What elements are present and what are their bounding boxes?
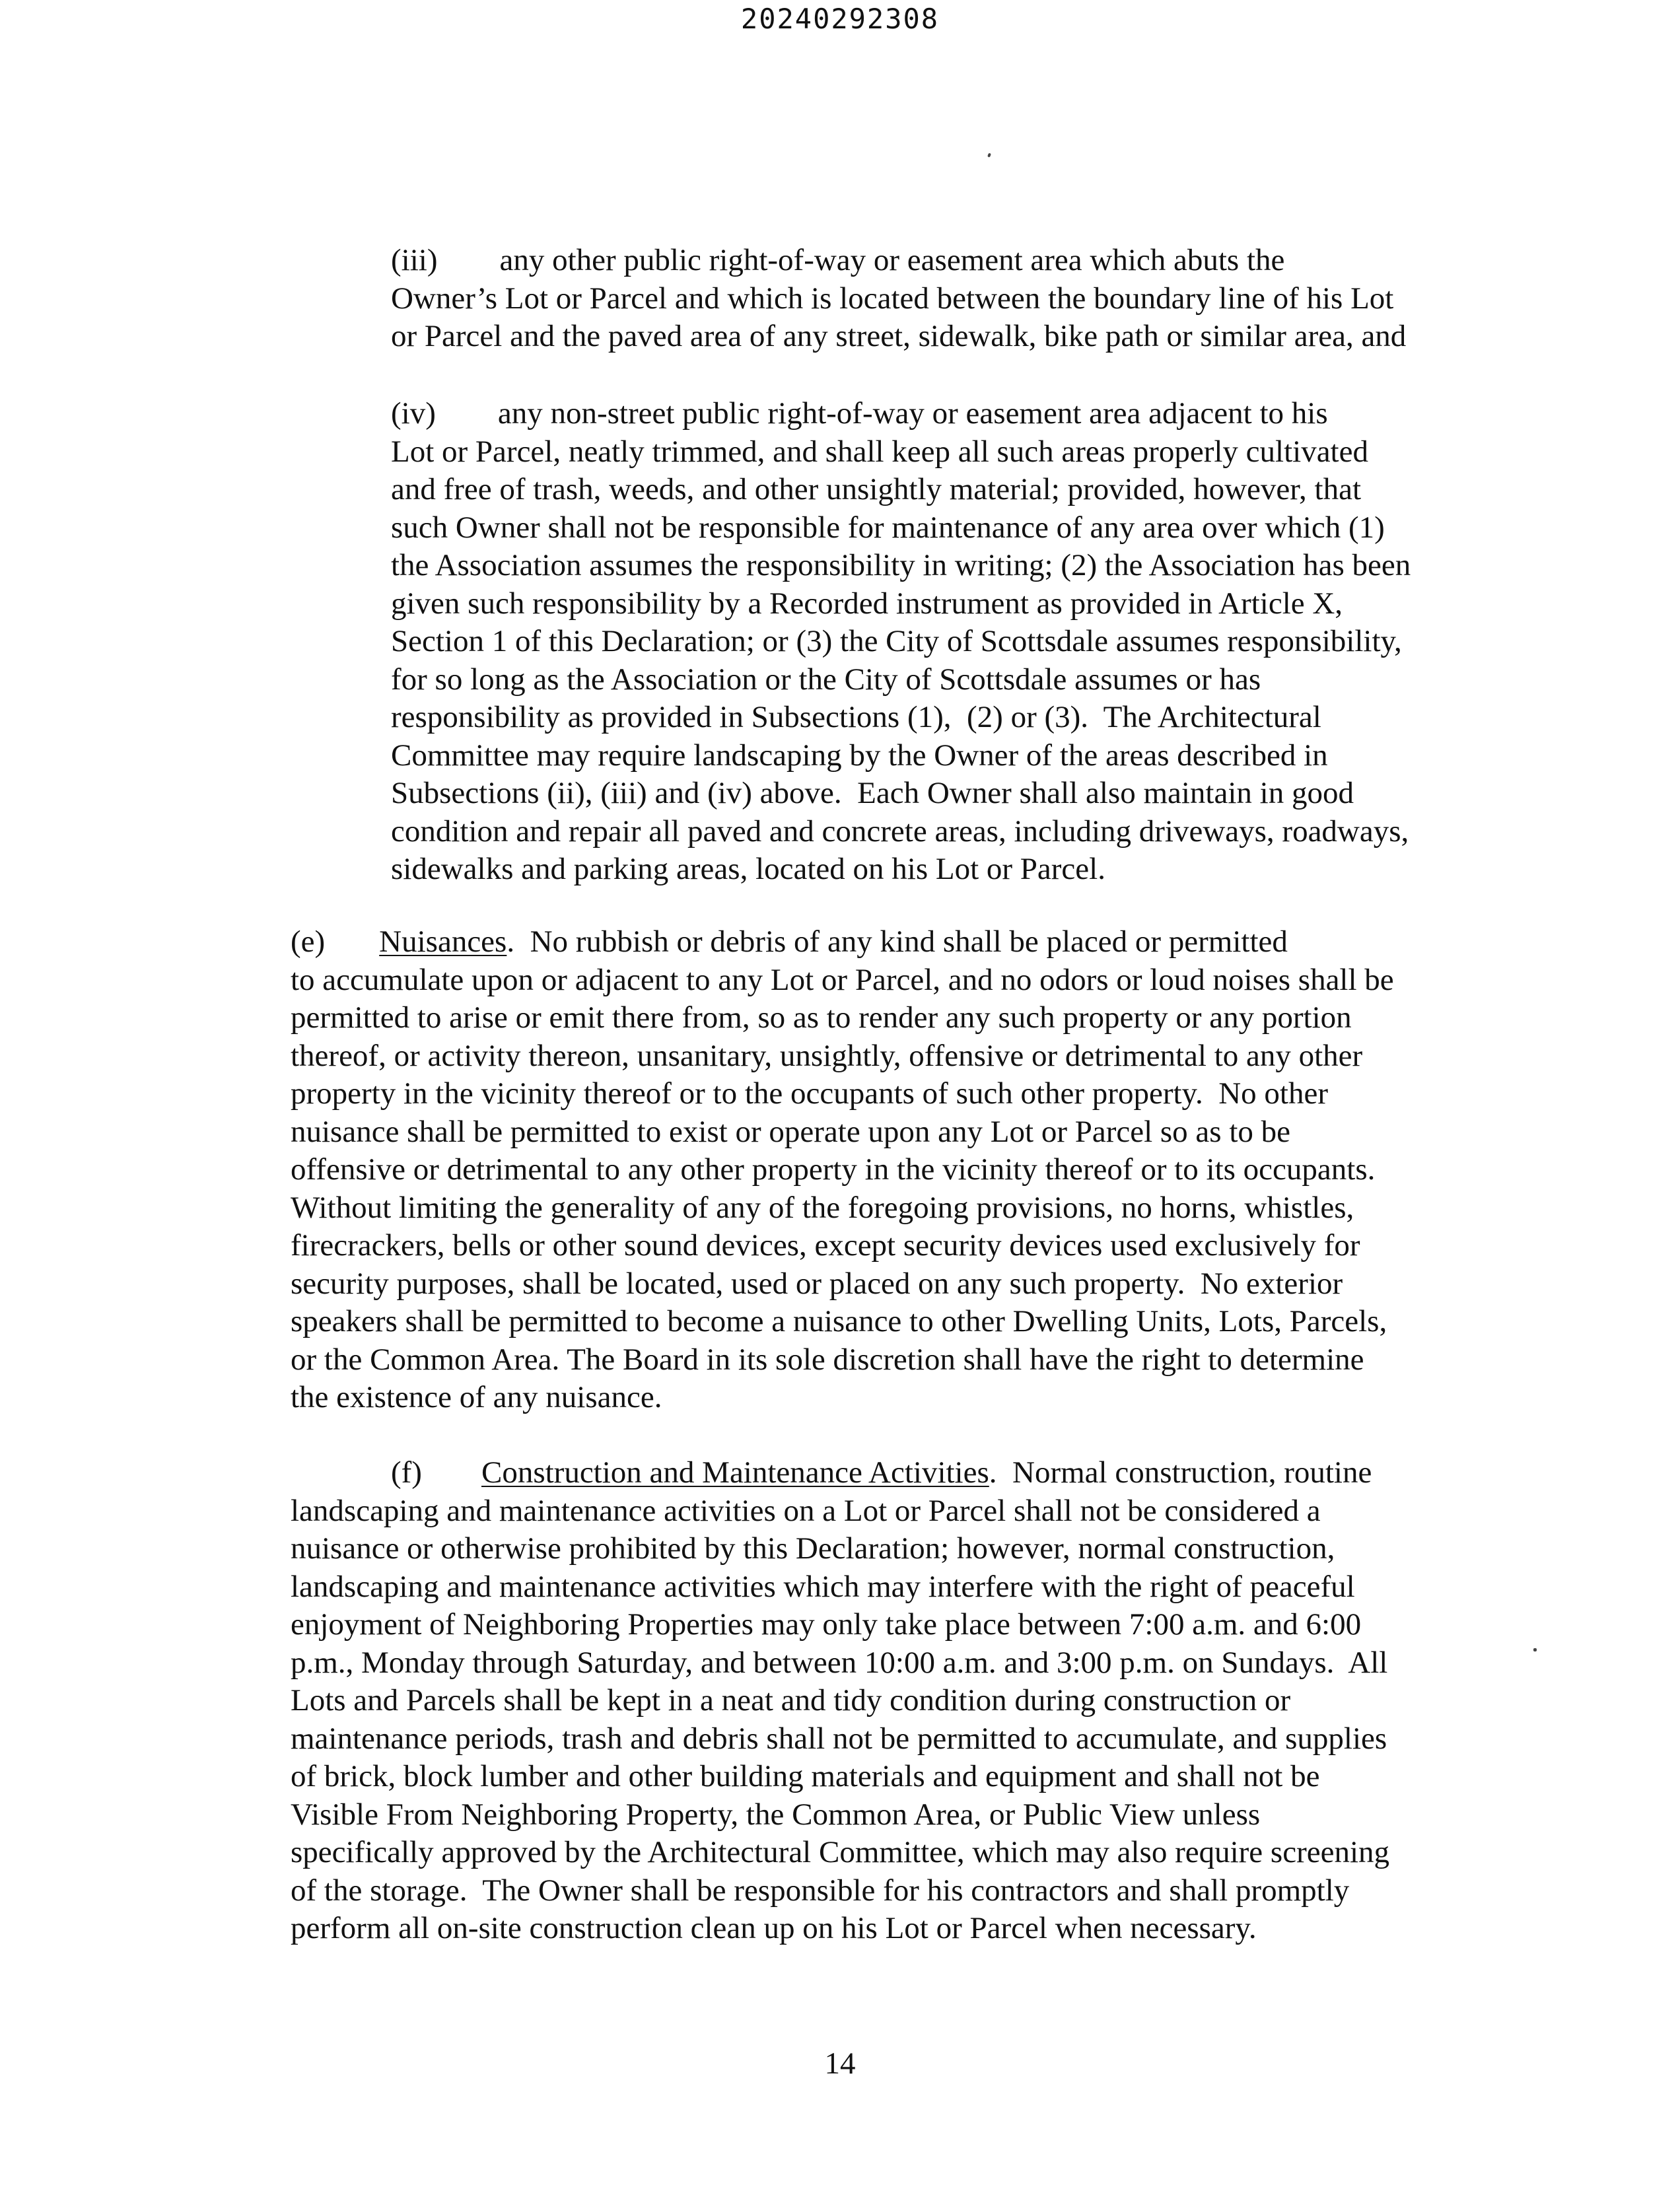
text-line: of the storage. The Owner shall be responsible for his contractors and shall promptly xyxy=(291,1873,1350,1908)
text-line: Committee may require landscaping by the Owner of the areas described in xyxy=(391,738,1328,773)
section-f-construction xyxy=(291,1454,1389,1948)
text-line: maintenance periods, trash and debris shall not be permitted to accumulate, and supplies xyxy=(291,1721,1387,1756)
subsection-iv xyxy=(391,395,1411,889)
text-line: landscaping and maintenance activities which may interfere with the right of peaceful xyxy=(291,1569,1355,1604)
text-line xyxy=(291,923,1394,961)
text-line: responsibility as provided in Subsections (1), (2) or (3). The Architectural xyxy=(391,700,1321,734)
text-line: firecrackers, bells or other sound devices, except security devices used exclusively for xyxy=(291,1228,1360,1263)
text-line: p.m., Monday through Saturday, and between 10:00 a.m. and 3:00 p.m. on Sundays. All xyxy=(291,1645,1388,1680)
text-line: the Association assumes the responsibility in writing; (2) the Association has been xyxy=(391,548,1411,582)
text-line xyxy=(291,1454,1389,1492)
section-heading: Nuisances xyxy=(379,924,507,959)
text-line: landscaping and maintenance activities on a Lot or Parcel shall not be considered a xyxy=(291,1493,1321,1528)
text-line: (iii) any other public right-of-way or easement area which abuts the xyxy=(391,243,1285,277)
text-line: sidewalks and parking areas, located on his Lot or Parcel. xyxy=(391,852,1105,886)
text-line: Subsections (ii), (iii) and (iv) above. Each Owner shall also maintain in good xyxy=(391,776,1354,810)
text-line: thereof, or activity thereon, unsanitary, unsightly, offensive or detrimental to any other xyxy=(291,1038,1363,1073)
text-line: perform all on-site construction clean up on his Lot or Parcel when necessary. xyxy=(291,1911,1257,1945)
text-line: Lots and Parcels shall be kept in a neat and tidy condition during construction or xyxy=(291,1683,1291,1718)
text-run: . No rubbish or debris of any kind shall be placed or permitted xyxy=(507,924,1288,959)
page-number: 14 xyxy=(824,2046,856,2081)
text-line: the existence of any nuisance. xyxy=(291,1380,662,1414)
text-line: enjoyment of Neighboring Properties may only take place between 7:00 a.m. and 6:00 xyxy=(291,1607,1362,1642)
text-line: or the Common Area. The Board in its sole discretion shall have the right to determine xyxy=(291,1342,1364,1377)
text-line: for so long as the Association or the City of Scottsdale assumes or has xyxy=(391,662,1261,697)
text-line: nuisance or otherwise prohibited by this Declaration; however, normal construction, xyxy=(291,1531,1335,1566)
scan-speck xyxy=(1533,1648,1537,1651)
text-line: Section 1 of this Declaration; or (3) the City of Scottsdale assumes responsibility, xyxy=(391,624,1402,658)
section-marker: (e) xyxy=(291,924,326,959)
text-line: (iv) any non-street public right-of-way or easement area adjacent to his xyxy=(391,396,1328,431)
text-line: Without limiting the generality of any of the foregoing provisions, no horns, whistles, xyxy=(291,1190,1354,1225)
text-line: condition and repair all paved and concrete areas, including driveways, roadways, xyxy=(391,814,1409,849)
text-line: Owner’s Lot or Parcel and which is located between the boundary line of his Lot xyxy=(391,281,1394,316)
text-line: speakers shall be permitted to become a nuisance to other Dwelling Units, Lots, Parcels, xyxy=(291,1304,1387,1338)
text-line: security purposes, shall be located, used or placed on any such property. No exterior xyxy=(291,1266,1343,1301)
scan-speck xyxy=(987,153,991,157)
text-line: and free of trash, weeds, and other unsightly material; provided, however, that xyxy=(391,472,1362,506)
text-line: Lot or Parcel, neatly trimmed, and shall keep all such areas properly cultivated xyxy=(391,434,1368,469)
section-e-nuisances xyxy=(291,923,1394,1417)
text-line: such Owner shall not be responsible for maintenance of any area over which (1) xyxy=(391,510,1385,545)
text-line: permitted to arise or emit there from, so as to render any such property or any portion xyxy=(291,1000,1352,1035)
text-line: specifically approved by the Architectural Committee, which may also require screening xyxy=(291,1835,1390,1869)
text-line: nuisance shall be permitted to exist or operate upon any Lot or Parcel so as to be xyxy=(291,1114,1291,1149)
text-line: property in the vicinity thereof or to the occupants of such other property. No other xyxy=(291,1076,1328,1111)
text-line: Visible From Neighboring Property, the Common Area, or Public View unless xyxy=(291,1797,1261,1832)
text-line: offensive or detrimental to any other property in the vicinity thereof or to its occupants. xyxy=(291,1152,1376,1187)
text-line: to accumulate upon or adjacent to any Lot or Parcel, and no odors or loud noises shall be xyxy=(291,962,1394,997)
text-line: or Parcel and the paved area of any street, sidewalk, bike path or similar area, and xyxy=(391,319,1407,353)
text-run: . Normal construction, routine xyxy=(989,1455,1372,1490)
text-line: given such responsibility by a Recorded instrument as provided in Article X, xyxy=(391,586,1343,621)
subsection-iii xyxy=(391,242,1406,356)
section-marker: (f) xyxy=(391,1455,422,1490)
text-line: of brick, block lumber and other building materials and equipment and shall not be xyxy=(291,1759,1320,1793)
section-heading: Construction and Maintenance Activities xyxy=(481,1455,989,1490)
recording-number: 20240292308 xyxy=(740,3,940,35)
